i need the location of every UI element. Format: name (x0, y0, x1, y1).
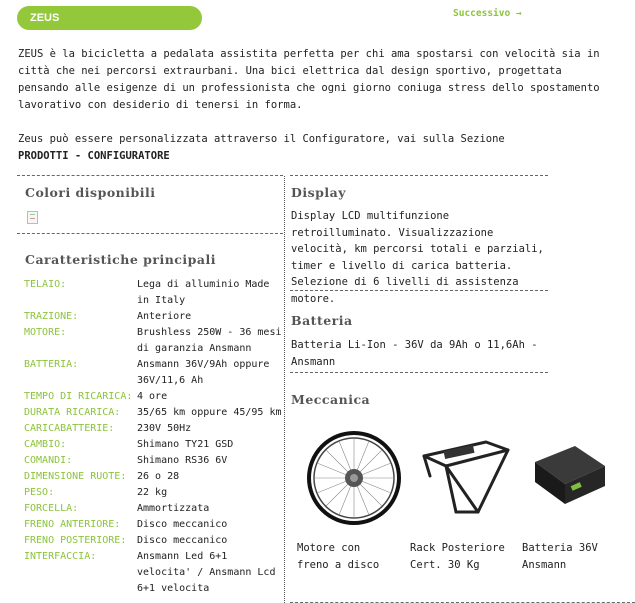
colors-title: Colori disponibili (25, 185, 156, 200)
battery-pack-caption: Batteria 36V Ansmann (522, 542, 598, 571)
spec-label: FORCELLA: (24, 503, 79, 514)
rear-rack-image (416, 436, 514, 518)
spec-value: 22 kg (137, 487, 168, 498)
spec-label: DURATA RICARICA: (24, 407, 121, 418)
battery-text: Batteria Li-Ion - 36V da 9Ah o 11,6Ah - Ansmann (291, 339, 538, 368)
spec-value: 230V 50Hz (137, 423, 192, 434)
wheel-motor-image (304, 428, 404, 528)
divider (290, 372, 548, 373)
wheel-motor-caption: Motore con freno a disco (297, 542, 380, 571)
divider (17, 175, 283, 176)
spec-label: MOTORE: (24, 327, 67, 338)
spec-value: Ammortizzata (137, 503, 210, 514)
configurator-link[interactable]: PRODOTTI - CONFIGURATORE (18, 150, 170, 162)
intro-text (18, 46, 618, 182)
spec-value: Brushless 250W - 36 mesi di garanzia Ansmann (137, 327, 282, 354)
spec-label: TEMPO DI RICARICA: (24, 391, 133, 402)
spec-value: Ansmann Led 6+1 velocita' / Ansmann Lcd 6+1 velocita (137, 551, 276, 594)
spec-value: 26 o 28 (137, 471, 180, 482)
intro-paragraph-2 (18, 131, 618, 165)
spec-value: Shimano RS36 6V (137, 455, 228, 466)
intro-paragraph-2-text: Zeus può essere personalizzata attraverso il Configuratore, vai sulla Sezione (18, 133, 505, 145)
specs-title: Caratteristiche principali (25, 252, 216, 267)
display-text: Display LCD multifunzione retroilluminato. Visualizzazione velocità, km percorsi totali e parziali, timer e livello di carica batteria. Selezione di 6 livelli di assistenza motore. (291, 210, 544, 305)
battery-pack-image (527, 440, 609, 510)
spec-label: TELAIO: (24, 279, 67, 290)
display-title: Display (291, 185, 346, 200)
spec-label: INTERFACCIA: (24, 551, 97, 562)
spec-value: 4 ore (137, 391, 168, 402)
column-divider (284, 176, 285, 603)
spec-value: Anteriore (137, 311, 192, 322)
spec-label: FRENO ANTERIORE: (24, 519, 121, 530)
spec-label: BATTERIA: (24, 359, 79, 370)
spec-value: Disco meccanico (137, 519, 228, 530)
spec-label: PESO: (24, 487, 55, 498)
color-swatch-image-icon (27, 211, 38, 224)
spec-value: Shimano TY21 GSD (137, 439, 234, 450)
spec-label: FRENO POSTERIORE: (24, 535, 127, 546)
battery-title: Batteria (291, 313, 353, 328)
page-title-pill: ZEUS (17, 6, 202, 30)
spec-value: 35/65 km oppure 45/95 km (137, 407, 282, 418)
spec-label: DIMENSIONE RUOTE: (24, 471, 127, 482)
intro-paragraph-1: ZEUS è la bicicletta a pedalata assistita perfetta per chi ama spostarsi con velocità sia in città che nei percorsi extraurbani. Una bici elettrica dal design sportivo, progettata pensando alle esigenze di un professionista che ogni giorno coniuga stress dello spostamento lavorativo con desiderio di tenersi in forma. (18, 48, 600, 111)
divider (17, 233, 283, 234)
mechanics-title: Meccanica (291, 392, 371, 407)
next-link[interactable]: Successivo → (453, 8, 522, 19)
spec-value: Disco meccanico (137, 535, 228, 546)
rear-rack-caption: Rack Posteriore Cert. 30 Kg (410, 542, 505, 571)
spec-label: TRAZIONE: (24, 311, 79, 322)
spec-label: COMANDI: (24, 455, 73, 466)
spec-value: Lega di alluminio Made in Italy (137, 279, 270, 306)
spec-label: CAMBIO: (24, 439, 67, 450)
spec-label: CARICABATTERIE: (24, 423, 115, 434)
spec-value: Ansmann 36V/9Ah oppure 36V/11,6 Ah (137, 359, 270, 386)
divider (290, 175, 548, 176)
